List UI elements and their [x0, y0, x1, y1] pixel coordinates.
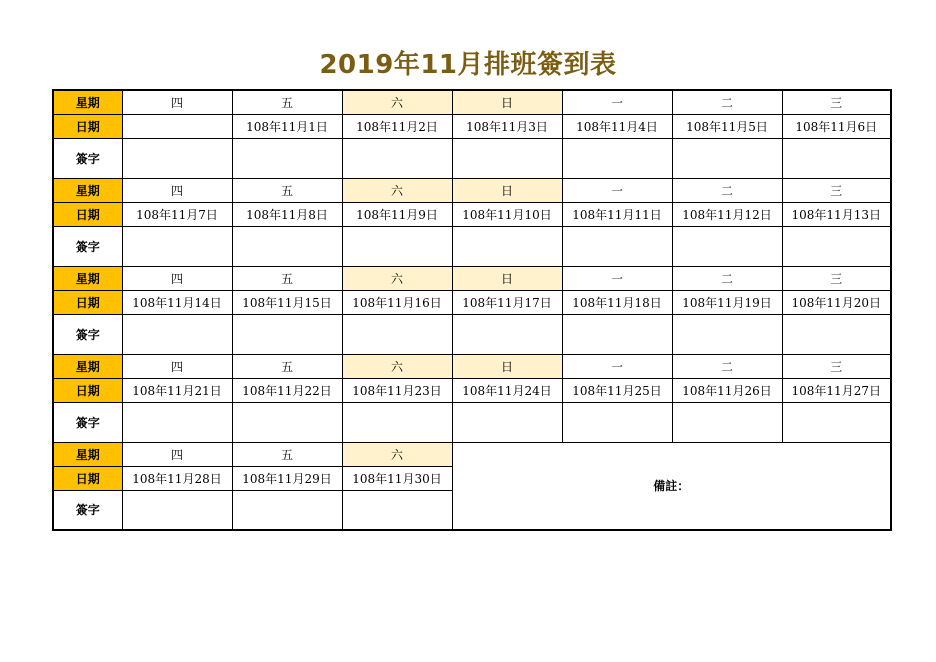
date-cell[interactable]: 108年11月28日: [122, 466, 232, 490]
date-cell[interactable]: 108年11月6日: [782, 114, 891, 138]
weekday-row: [53, 442, 891, 466]
date-cell[interactable]: 108年11月15日: [232, 290, 342, 314]
page-title: 2019年11月排班簽到表: [319, 50, 617, 80]
sign-label: 簽字: [53, 138, 122, 178]
sign-cell[interactable]: [232, 490, 342, 530]
weekday-cell: 一: [562, 354, 672, 378]
sign-cell[interactable]: [342, 138, 452, 178]
sign-cell[interactable]: [342, 226, 452, 266]
weekday-row: [53, 266, 891, 290]
date-label: 日期: [53, 378, 122, 402]
weekday-cell: 三: [782, 90, 891, 114]
date-cell[interactable]: 108年11月14日: [122, 290, 232, 314]
date-cell[interactable]: [122, 114, 232, 138]
sign-cell[interactable]: [782, 226, 891, 266]
sign-row: [53, 314, 891, 354]
date-cell[interactable]: 108年11月3日: [452, 114, 562, 138]
date-cell[interactable]: 108年11月26日: [672, 378, 782, 402]
date-row: [53, 290, 891, 314]
date-cell[interactable]: 108年11月20日: [782, 290, 891, 314]
date-cell[interactable]: 108年11月24日: [452, 378, 562, 402]
sign-cell[interactable]: [452, 314, 562, 354]
sign-row: [53, 402, 891, 442]
note-label: 備註：: [653, 479, 690, 494]
sign-cell[interactable]: [562, 314, 672, 354]
weekday-label: 星期: [53, 266, 122, 290]
sign-row: [53, 138, 891, 178]
weekday-cell: 一: [562, 90, 672, 114]
sign-cell[interactable]: [452, 402, 562, 442]
date-cell[interactable]: 108年11月9日: [342, 202, 452, 226]
sign-cell[interactable]: [342, 490, 452, 530]
sign-cell[interactable]: [782, 138, 891, 178]
weekday-cell: 六: [342, 354, 452, 378]
date-label: 日期: [53, 202, 122, 226]
sign-cell[interactable]: [232, 226, 342, 266]
date-cell[interactable]: 108年11月18日: [562, 290, 672, 314]
sign-cell[interactable]: [122, 402, 232, 442]
weekday-row: [53, 354, 891, 378]
sign-cell[interactable]: [672, 138, 782, 178]
sign-label: 簽字: [53, 226, 122, 266]
sign-cell[interactable]: [232, 314, 342, 354]
sign-label: 簽字: [53, 402, 122, 442]
weekday-cell: 二: [672, 90, 782, 114]
sign-cell[interactable]: [782, 314, 891, 354]
date-cell[interactable]: 108年11月11日: [562, 202, 672, 226]
date-cell[interactable]: 108年11月29日: [232, 466, 342, 490]
weekday-cell: 四: [122, 442, 232, 466]
date-cell[interactable]: 108年11月8日: [232, 202, 342, 226]
weekday-cell: 六: [342, 90, 452, 114]
weekday-cell: 四: [122, 90, 232, 114]
weekday-cell: 五: [232, 442, 342, 466]
weekday-cell: 四: [122, 178, 232, 202]
date-cell[interactable]: 108年11月7日: [122, 202, 232, 226]
date-cell[interactable]: 108年11月5日: [672, 114, 782, 138]
sign-row: [53, 226, 891, 266]
sign-cell[interactable]: [122, 138, 232, 178]
note-area[interactable]: [452, 442, 891, 530]
date-cell[interactable]: 108年11月21日: [122, 378, 232, 402]
sign-cell[interactable]: [562, 402, 672, 442]
weekday-cell: 五: [232, 90, 342, 114]
weekday-cell: 五: [232, 266, 342, 290]
weekday-cell: 三: [782, 178, 891, 202]
schedule-table: [52, 89, 892, 531]
date-cell[interactable]: 108年11月17日: [452, 290, 562, 314]
sign-cell[interactable]: [562, 226, 672, 266]
weekday-cell: 日: [452, 354, 562, 378]
weekday-cell: 日: [452, 178, 562, 202]
weekday-cell: 二: [672, 354, 782, 378]
sign-cell[interactable]: [452, 138, 562, 178]
weekday-cell: 四: [122, 354, 232, 378]
date-cell[interactable]: 108年11月4日: [562, 114, 672, 138]
weekday-row: [53, 178, 891, 202]
date-cell[interactable]: 108年11月16日: [342, 290, 452, 314]
sign-cell[interactable]: [232, 138, 342, 178]
weekday-label: 星期: [53, 442, 122, 466]
weekday-cell: 一: [562, 178, 672, 202]
date-row: [53, 202, 891, 226]
date-cell[interactable]: 108年11月23日: [342, 378, 452, 402]
date-label: 日期: [53, 114, 122, 138]
sign-cell[interactable]: [342, 314, 452, 354]
sign-cell[interactable]: [672, 226, 782, 266]
weekday-row: [53, 90, 891, 114]
date-row: [53, 378, 891, 402]
date-label: 日期: [53, 466, 122, 490]
date-cell[interactable]: 108年11月22日: [232, 378, 342, 402]
date-cell[interactable]: 108年11月30日: [342, 466, 452, 490]
weekday-cell: 四: [122, 266, 232, 290]
sign-cell[interactable]: [452, 226, 562, 266]
sign-cell[interactable]: [232, 402, 342, 442]
weekday-label: 星期: [53, 354, 122, 378]
weekday-cell: 六: [342, 442, 452, 466]
sign-label: 簽字: [53, 490, 122, 530]
sign-cell[interactable]: [122, 226, 232, 266]
weekday-label: 星期: [53, 90, 122, 114]
weekday-cell: 日: [452, 266, 562, 290]
sign-cell[interactable]: [342, 402, 452, 442]
sign-cell[interactable]: [672, 402, 782, 442]
date-cell[interactable]: 108年11月13日: [782, 202, 891, 226]
weekday-cell: 五: [232, 354, 342, 378]
date-cell[interactable]: 108年11月2日: [342, 114, 452, 138]
sign-cell[interactable]: [782, 402, 891, 442]
weekday-cell: 六: [342, 266, 452, 290]
date-cell[interactable]: 108年11月10日: [452, 202, 562, 226]
sign-cell[interactable]: [672, 314, 782, 354]
sign-cell[interactable]: [562, 138, 672, 178]
sign-cell[interactable]: [122, 314, 232, 354]
date-cell[interactable]: 108年11月1日: [232, 114, 342, 138]
weekday-cell: 二: [672, 178, 782, 202]
date-label: 日期: [53, 290, 122, 314]
weekday-cell: 日: [452, 90, 562, 114]
date-cell[interactable]: 108年11月19日: [672, 290, 782, 314]
weekday-cell: 三: [782, 266, 891, 290]
date-cell[interactable]: 108年11月27日: [782, 378, 891, 402]
date-cell[interactable]: 108年11月12日: [672, 202, 782, 226]
weekday-cell: 五: [232, 178, 342, 202]
weekday-cell: 二: [672, 266, 782, 290]
date-cell[interactable]: 108年11月25日: [562, 378, 672, 402]
date-row: [53, 114, 891, 138]
sign-cell[interactable]: [122, 490, 232, 530]
weekday-cell: 六: [342, 178, 452, 202]
sign-label: 簽字: [53, 314, 122, 354]
weekday-cell: 一: [562, 266, 672, 290]
weekday-cell: 三: [782, 354, 891, 378]
weekday-label: 星期: [53, 178, 122, 202]
